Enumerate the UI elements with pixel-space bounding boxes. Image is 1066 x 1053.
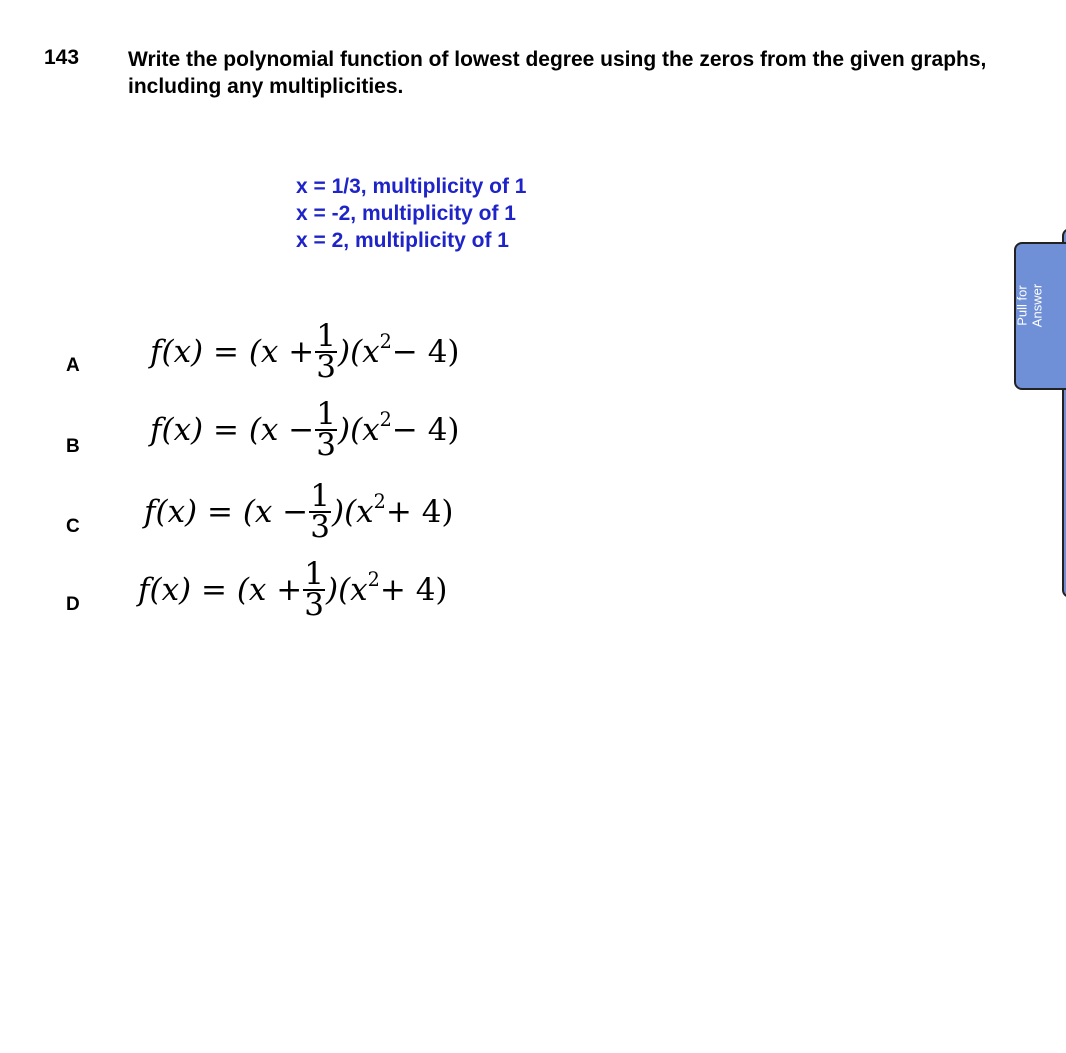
formula-lhs: f(x) = (x − [150, 412, 315, 449]
fraction-numerator: 1 [316, 318, 336, 354]
option-c-formula[interactable] [144, 478, 454, 546]
exponent: 2 [379, 408, 392, 432]
fraction-numerator: 1 [304, 556, 324, 592]
option-b-letter[interactable]: B [66, 436, 80, 457]
formula-rest: + 4) [385, 494, 454, 531]
fraction-denominator: 3 [316, 427, 336, 464]
question-number: 143 [44, 46, 80, 69]
formula-rest: )(x [325, 572, 368, 609]
formula-rest: + 4) [379, 572, 448, 609]
option-b-formula[interactable] [150, 396, 460, 464]
formula-lhs: f(x) = (x − [144, 494, 309, 531]
fraction-denominator: 3 [310, 509, 330, 546]
fraction-numerator: 1 [316, 396, 336, 432]
formula-rest: )(x [331, 494, 374, 531]
pull-tab-label: Pull for Answer [1014, 283, 1045, 328]
fraction [315, 318, 337, 386]
exponent: 2 [373, 490, 386, 514]
fraction-numerator: 1 [310, 478, 330, 514]
zero-item: x = 1/3, multiplicity of 1 [296, 175, 527, 198]
option-c-letter[interactable]: C [66, 516, 80, 537]
formula-rest: − 4) [391, 334, 460, 371]
option-d-letter[interactable]: D [66, 594, 80, 615]
option-a-letter[interactable]: A [66, 355, 80, 376]
fraction [315, 396, 337, 464]
fraction-denominator: 3 [304, 587, 324, 624]
exponent: 2 [367, 568, 380, 592]
option-a-formula[interactable] [150, 318, 460, 386]
formula-lhs: f(x) = (x + [150, 334, 315, 371]
question-text: Write the polynomial function of lowest degree using the zeros from the given graphs, including any multiplicities. [128, 48, 987, 98]
formula-lhs: f(x) = (x + [138, 572, 303, 609]
formula-rest: − 4) [391, 412, 460, 449]
formula-rest: )(x [337, 412, 380, 449]
zero-item: x = -2, multiplicity of 1 [296, 202, 516, 225]
fraction-denominator: 3 [316, 349, 336, 386]
fraction [303, 556, 325, 624]
zeros-list [296, 173, 527, 254]
fraction [309, 478, 331, 546]
formula-rest: )(x [337, 334, 380, 371]
zero-item: x = 2, multiplicity of 1 [296, 229, 509, 252]
exponent: 2 [379, 330, 392, 354]
option-d-formula[interactable] [138, 556, 448, 624]
